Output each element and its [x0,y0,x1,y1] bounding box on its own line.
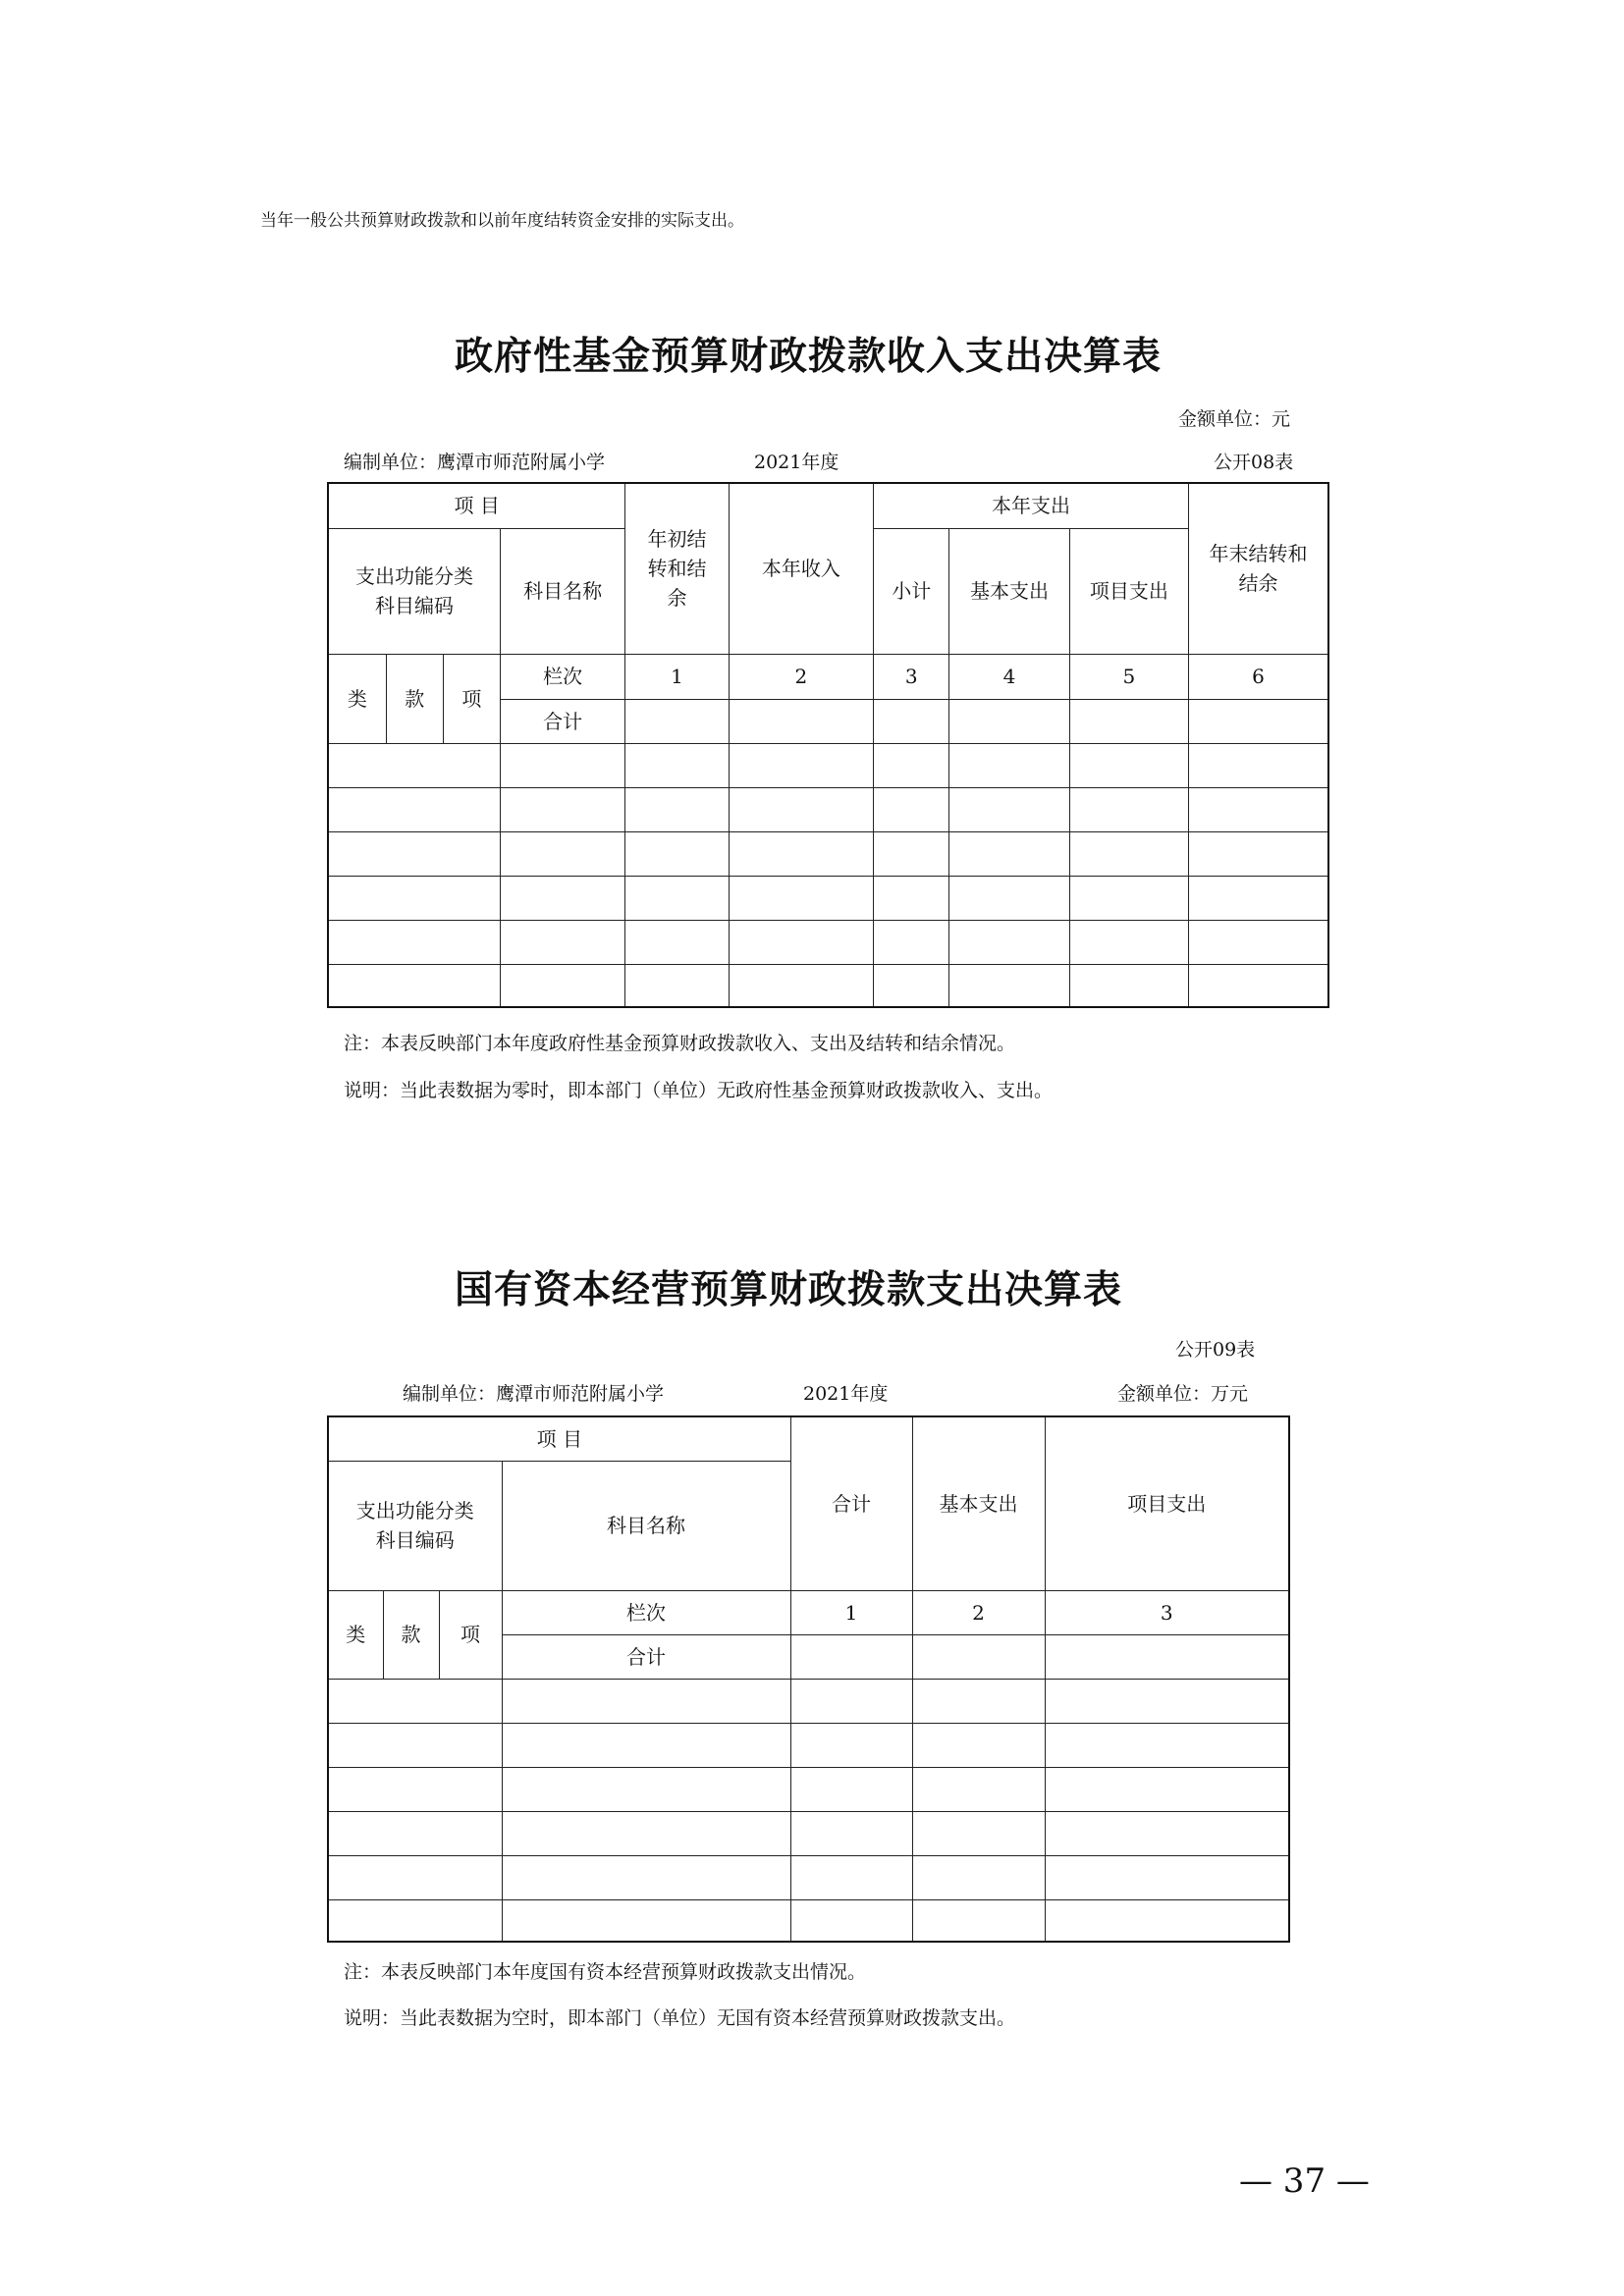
t1-colnum-6: 6 [1189,654,1329,699]
t2-colnum-2: 2 [912,1590,1045,1634]
page-number: — 37 — [1239,2162,1370,2201]
t1-colnum-4: 4 [949,654,1069,699]
table-row [328,787,1328,831]
t1-row-heji: 合计 [500,699,624,743]
table2-explain: 说明：当此表数据为空时，即本部门（单位）无国有资本经营预算财政拨款支出。 [344,2007,1016,2029]
t2-colnum-1: 1 [790,1590,912,1634]
t1-header-kuan: 款 [386,654,443,743]
table2 [327,1415,1290,1943]
table-row [328,743,1328,787]
t1-colnum-1: 1 [625,654,729,699]
t1-header-name: 科目名称 [500,528,624,654]
t1-header-carry-end: 年末结转和结余 [1189,483,1329,654]
table1-explain: 说明：当此表数据为零时，即本部门（单位）无政府性基金预算财政拨款收入、支出。 [344,1080,1054,1101]
t2-header-total: 合计 [790,1416,912,1590]
table-row [328,964,1328,1007]
t2-colnum-3: 3 [1045,1590,1289,1634]
t1-header-income: 本年收入 [729,483,873,654]
table-row [328,1811,1289,1855]
t2-row-heji: 合计 [502,1634,790,1679]
t1-colnum-5: 5 [1069,654,1188,699]
table2-note: 注：本表反映部门本年度国有资本经营预算财政拨款支出情况。 [344,1961,867,1983]
table-row [328,831,1328,876]
t2-header-project: 项目支出 [1045,1416,1289,1590]
table2-unit: 金额单位：万元 [1117,1383,1249,1405]
t1-colnum-2: 2 [729,654,873,699]
t1-colnum-3: 3 [874,654,949,699]
table-row [328,1855,1289,1899]
table1-note: 注：本表反映部门本年度政府性基金预算财政拨款收入、支出及结转和结余情况。 [344,1033,1016,1054]
t2-header-basic: 基本支出 [912,1416,1045,1590]
table2-form-no: 公开09表 [1175,1339,1256,1361]
t2-header-code: 支出功能分类科目编码 [328,1461,502,1590]
t2-header-name: 科目名称 [502,1461,790,1590]
table-row [328,920,1328,964]
table1-year: 2021年度 [754,452,839,473]
intro-text: 当年一般公共预算财政拨款和以前年度结转资金安排的实际支出。 [260,211,744,231]
t1-header-project: 项目支出 [1069,528,1188,654]
table2-title: 国有资本经营预算财政拨款支出决算表 [455,1267,1123,1312]
table1-title: 政府性基金预算财政拨款收入支出决算表 [455,334,1163,379]
table-row [328,1767,1289,1811]
table2-year: 2021年度 [803,1383,889,1405]
t2-header-lei: 类 [328,1590,383,1679]
t1-header-lei: 类 [328,654,386,743]
t2-header-xiang: 项 [439,1590,502,1679]
t1-header-basic: 基本支出 [949,528,1069,654]
t1-header-subtotal: 小计 [874,528,949,654]
table1 [327,482,1329,1008]
t1-header-expense: 本年支出 [874,483,1189,528]
table-row [328,876,1328,920]
t1-header-carry-start: 年初结转和结余 [625,483,729,654]
t1-header-lanci: 栏次 [500,654,624,699]
t2-header-xiangmu: 项 目 [328,1416,790,1461]
table-row [328,1679,1289,1723]
t2-header-kuan: 款 [383,1590,439,1679]
t1-header-xiang: 项 [443,654,500,743]
table1-org: 编制单位：鹰潭市师范附属小学 [344,452,606,473]
t1-header-code: 支出功能分类科目编码 [328,528,500,654]
table-row [328,1899,1289,1942]
table-row [328,1723,1289,1767]
table1-unit: 金额单位：元 [1178,408,1291,430]
t2-header-lanci: 栏次 [502,1590,790,1634]
t1-header-xiangmu: 项 目 [328,483,625,528]
table2-org: 编制单位：鹰潭市师范附属小学 [403,1383,665,1405]
table1-form-no: 公开08表 [1214,452,1294,473]
